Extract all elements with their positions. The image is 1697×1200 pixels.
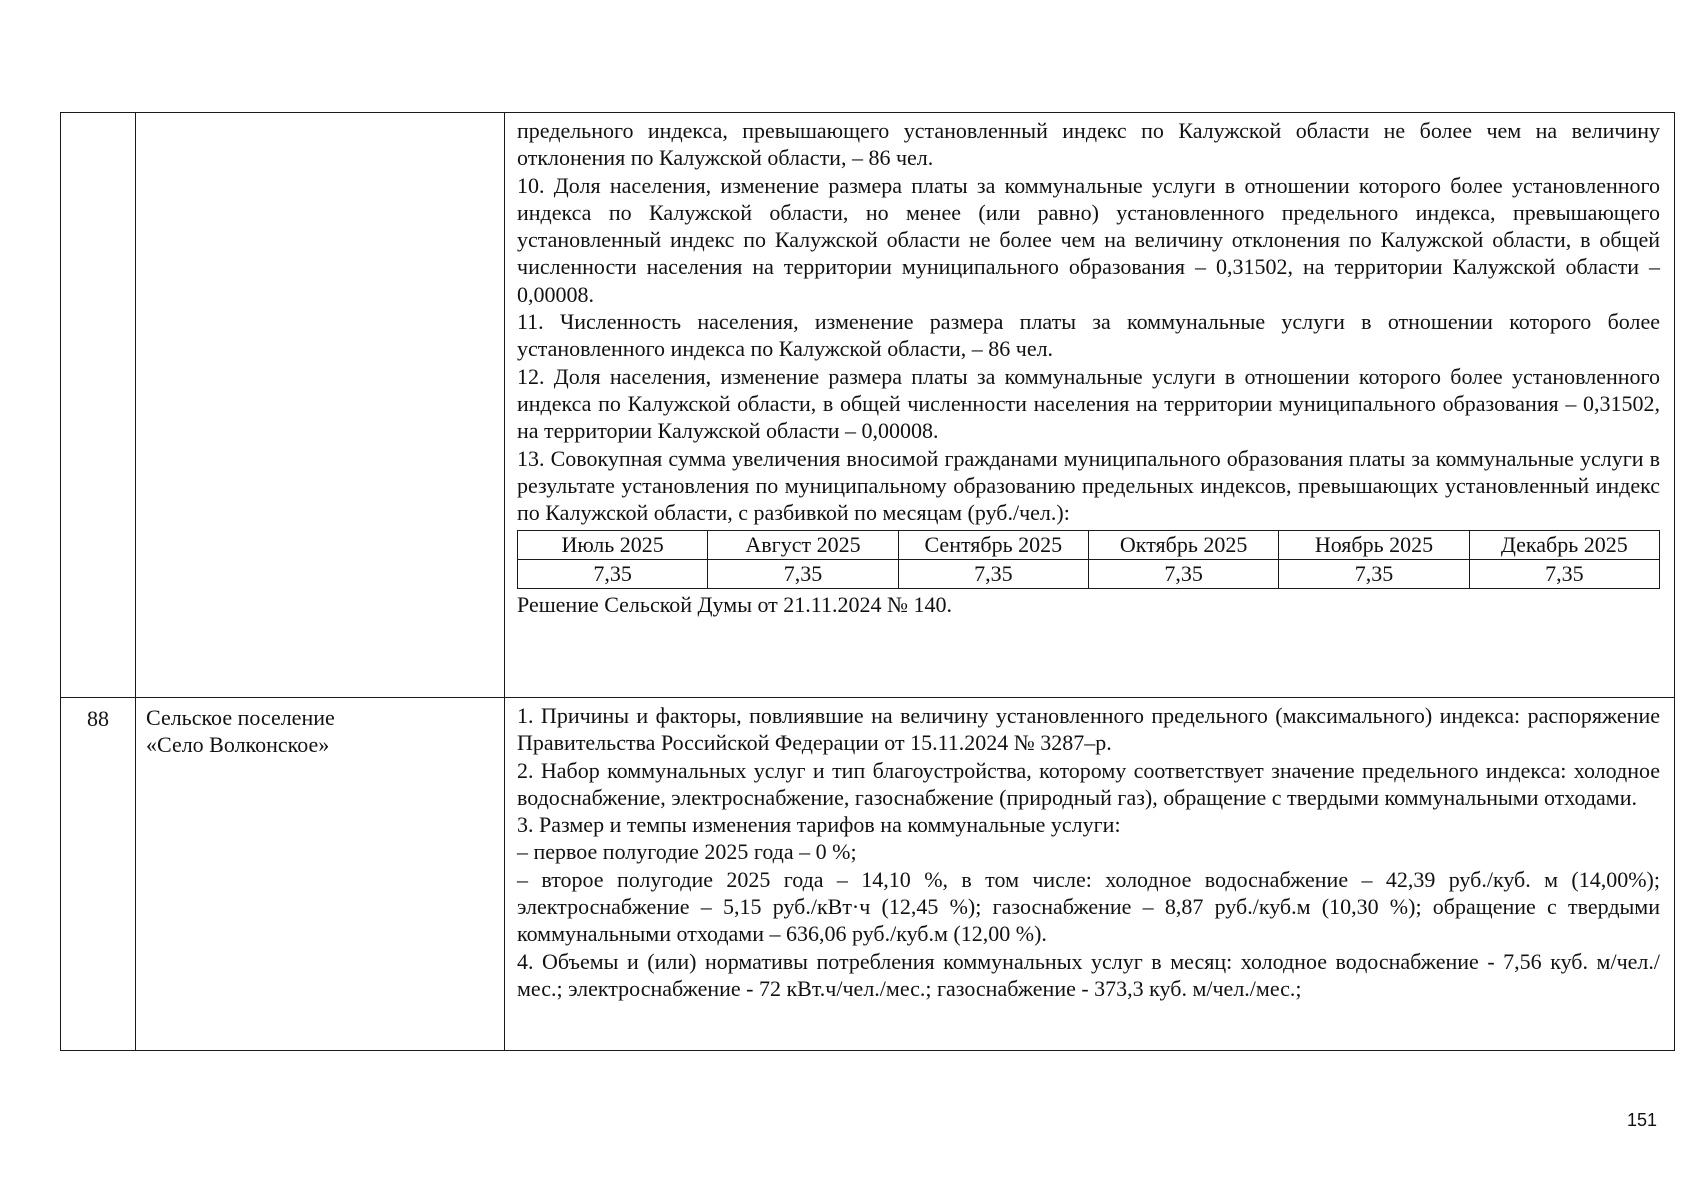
month-value: 7,35 [518, 560, 708, 589]
month-header: Октябрь 2025 [1088, 531, 1278, 560]
month-header: Сентябрь 2025 [898, 531, 1088, 560]
month-header: Июль 2025 [518, 531, 708, 560]
paragraph-3: 3. Размер и темпы изменения тарифов на коммунальные услуги: [517, 812, 1121, 838]
paragraph-1: 1. Причины и факторы, повлиявшие на величину установленного предельного (максимального) индекса: распоряжение Правительства Российской Федерации от 15.11.2024 № 3287–р. [517, 703, 1660, 756]
paragraph-3-first-half: – первое полугодие 2025 года – 0 %; [517, 839, 857, 865]
table-row [61, 113, 1675, 698]
municipal-index-table [60, 112, 1675, 1051]
month-value: 7,35 [708, 560, 898, 589]
paragraph-4: 4. Объемы и (или) нормативы потребления коммунальных услуг в месяц: холодное водоснабжение - 7,56 куб. м/чел./мес.; электроснабжение - 72 кВт.ч/чел./мес.; газоснабжение - 373,3 куб. м/чел./мес.; [517, 948, 1660, 1001]
monthly-breakdown-table [517, 530, 1660, 589]
month-value: 7,35 [1469, 560, 1659, 589]
paragraph-3-second-half: – второе полугодие 2025 года – 14,10 %, в том числе: холодное водоснабжение – 42,39 руб./куб. м (14,00%); электроснабжение – 5,15 руб./кВт·ч (12,45 %); газоснабжение – 8,87 руб./куб.м (10,30 %); обращение с твердыми коммунальными отходами – 636,06 руб./куб.м (12,00 %). [517, 866, 1660, 947]
month-header: Декабрь 2025 [1469, 531, 1659, 560]
paragraph-continuation: предельного индекса, превышающего установленный индекс по Калужской области не более чем на величину отклонения по Калужской области, – 86 чел. [517, 118, 1660, 171]
description-cell [505, 113, 1675, 698]
month-header: Ноябрь 2025 [1279, 531, 1469, 560]
municipality-name-line: «Село Волконское» [146, 732, 330, 757]
paragraph-13: 13. Совокупная сумма увеличения вносимой гражданами муниципального образования платы за коммунальные услуги в результате установления по муниципальному образованию предельных индексов, превышающих установленный индекс по Калужской области, с разбивкой по месяцам (руб./чел.): [517, 445, 1660, 526]
paragraph-2: 2. Набор коммунальных услуг и тип благоустройства, которому соответствует значение предельного индекса: холодное водоснабжение, электроснабжение, газоснабжение (природный газ), обращение с твердыми коммунальными отходами. [517, 757, 1660, 810]
decision-reference: Решение Сельской Думы от 21.11.2024 № 140. [517, 592, 952, 618]
municipality-name-cell [136, 698, 505, 1051]
paragraph-11: 11. Численность населения, изменение размера платы за коммунальные услуги в отношении которого более установленного индекса по Калужской области, – 86 чел. [517, 309, 1660, 362]
months-header-row [518, 531, 1660, 560]
page-number: 151 [1626, 1110, 1657, 1130]
row-number-cell [61, 113, 136, 698]
paragraph-12: 12. Доля населения, изменение размера платы за коммунальные услуги в отношении которого более установленного индекса по Калужской области, в общей численности населения на территории муниципального образования – 0,31502, на территории Калужской области – 0,00008. [517, 363, 1660, 444]
month-value: 7,35 [1088, 560, 1278, 589]
municipality-name-line: Сельское поселение [146, 705, 335, 730]
table-row [61, 698, 1675, 1051]
municipality-name-cell [136, 113, 505, 698]
month-value: 7,35 [1279, 560, 1469, 589]
month-value: 7,35 [898, 560, 1088, 589]
row-number-cell: 88 [61, 698, 136, 1051]
paragraph-10: 10. Доля населения, изменение размера платы за коммунальные услуги в отношении которого более установленного индекса по Калужской области, но менее (или равно) установленного предельного индекса, превышающего установленный индекс по Калужской области не более чем на величину отклонения по Калужской области, в общей численности населения на территории муниципального образования – 0,31502, на территории Калужской области – 0,00008. [517, 172, 1660, 307]
month-header: Август 2025 [708, 531, 898, 560]
months-values-row [518, 560, 1660, 589]
description-cell [505, 698, 1675, 1051]
